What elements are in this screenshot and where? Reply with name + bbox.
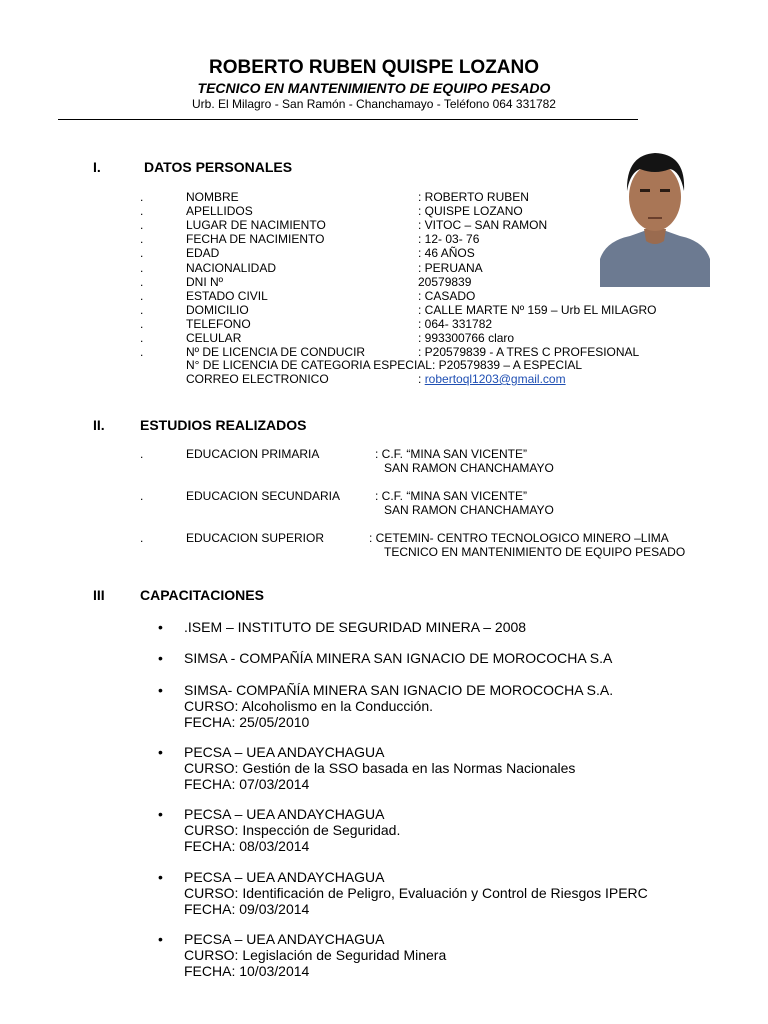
edu-location: TECNICO EN MANTENIMIENTO DE EQUIPO PESADO [384, 545, 686, 559]
section-2-number: II. [93, 417, 105, 433]
section-1-number: I. [93, 159, 101, 175]
field-value: : 12- 03- 76 [418, 232, 480, 247]
edu-level: EDUCACION SECUNDARIA [186, 489, 341, 503]
email-colon: : [418, 372, 422, 386]
section-3-title: CAPACITACIONES [140, 587, 264, 603]
row-bullet: . [140, 190, 144, 204]
list-bullet: • [158, 619, 163, 635]
profile-photo [600, 141, 710, 287]
edu-institution: : C.F. “MINA SAN VICENTE” [375, 489, 528, 503]
list-bullet: • [158, 682, 163, 698]
person-portrait-icon [600, 141, 710, 287]
list-bullet: • [158, 931, 163, 947]
edu-bullet: . [140, 489, 144, 503]
training-line: FECHA: 07/03/2014 [184, 776, 310, 793]
email-value-wrap [418, 372, 566, 386]
row-bullet: . [140, 331, 144, 345]
training-line: PECSA – UEA ANDAYCHAGUA [184, 806, 385, 822]
edu-location: SAN RAMON CHANCHAMAYO [384, 503, 554, 517]
section-2-title: ESTUDIOS REALIZADOS [140, 417, 307, 433]
list-bullet: • [158, 650, 163, 666]
field-value: : 064- 331782 [418, 316, 493, 331]
edu-level: EDUCACION SUPERIOR [186, 531, 325, 545]
edu-institution: : C.F. “MINA SAN VICENTE” [375, 447, 528, 461]
candidate-address: Urb. El Milagro - San Ramón - Chanchamayo - Teléfono 064 331782 [192, 97, 556, 111]
field-label: ESTADO CIVIL [186, 288, 268, 303]
training-line: SIMSA- COMPAÑÍA MINERA SAN IGNACIO DE MOROCOCHA S.A. [184, 682, 614, 698]
field-value: : 46 AÑOS [418, 246, 475, 261]
row-bullet: . [140, 345, 144, 360]
field-value: : 993300766 claro [418, 331, 515, 345]
row-bullet: . [140, 218, 144, 233]
section-1-title: DATOS PERSONALES [144, 159, 293, 175]
field-label: LUGAR DE NACIMIENTO [186, 218, 326, 233]
training-line: .ISEM – INSTITUTO DE SEGURIDAD MINERA – 2008 [184, 619, 527, 635]
edu-location: SAN RAMON CHANCHAMAYO [384, 461, 554, 475]
training-line: FECHA: 08/03/2014 [184, 838, 310, 855]
field-label: FECHA DE NACIMIENTO [186, 232, 325, 247]
edu-institution: : CETEMIN- CENTRO TECNOLOGICO MINERO –LIMA [369, 531, 669, 545]
training-line: PECSA – UEA ANDAYCHAGUA [184, 744, 385, 760]
list-bullet: • [158, 744, 163, 760]
training-line: FECHA: 09/03/2014 [184, 901, 310, 918]
field-label: CELULAR [186, 331, 242, 345]
row-bullet: . [140, 302, 144, 317]
field-label: TELEFONO [186, 316, 251, 331]
row-bullet: . [140, 288, 144, 303]
training-line: CURSO: Inspección de Seguridad. [184, 822, 401, 839]
list-bullet: • [158, 869, 163, 885]
field-label: EDAD [186, 246, 220, 261]
row-bullet: . [140, 316, 144, 331]
edu-bullet: . [140, 531, 144, 545]
special-license-text: N° DE LICENCIA DE CATEGORIA ESPECIAL: P20579839 – A ESPECIAL [186, 358, 583, 372]
candidate-name: ROBERTO RUBEN QUISPE LOZANO [208, 57, 540, 78]
candidate-profession: TECNICO EN MANTENIMIENTO DE EQUIPO PESADO [197, 80, 551, 96]
section-3-number: III [93, 587, 105, 603]
row-bullet: . [140, 204, 144, 219]
field-value: : VITOC – SAN RAMON [418, 218, 548, 233]
training-line: CURSO: Gestión de la SSO basada en las Normas Nacionales [184, 760, 576, 777]
field-value: : CASADO [418, 288, 476, 303]
header-divider [58, 119, 638, 120]
training-line: CURSO: Identificación de Peligro, Evaluación y Control de Riesgos IPERC [184, 885, 648, 902]
field-label: APELLIDOS [186, 204, 253, 219]
training-line: FECHA: 10/03/2014 [184, 963, 310, 980]
row-bullet: . [140, 246, 144, 261]
field-value: : QUISPE LOZANO [418, 204, 523, 219]
field-label: NACIONALIDAD [186, 260, 277, 275]
email-label: CORREO ELECTRONICO [186, 372, 329, 386]
field-value: : P20579839 - A TRES C PROFESIONAL [418, 345, 640, 360]
field-value: : ROBERTO RUBEN [418, 190, 529, 204]
edu-bullet: . [140, 447, 144, 461]
field-label: Nº DE LICENCIA DE CONDUCIR [186, 345, 366, 360]
training-line: PECSA – UEA ANDAYCHAGUA [184, 869, 385, 885]
field-label: DOMICILIO [186, 302, 249, 317]
list-bullet: • [158, 806, 163, 822]
field-value: : CALLE MARTE Nº 159 – Urb EL MILAGRO [418, 302, 657, 317]
email-link[interactable]: robertoql1203@gmail.com [424, 372, 566, 386]
row-bullet: . [140, 232, 144, 247]
training-line: PECSA – UEA ANDAYCHAGUA [184, 931, 385, 947]
field-value: 20579839 [418, 274, 472, 289]
training-line: FECHA: 25/05/2010 [184, 714, 310, 731]
field-label: NOMBRE [186, 190, 239, 204]
edu-level: EDUCACION PRIMARIA [186, 447, 320, 461]
field-value: : PERUANA [418, 260, 483, 275]
training-line: CURSO: Alcoholismo en la Conducción. [184, 698, 434, 715]
field-label: DNI Nº [186, 274, 224, 289]
training-line: SIMSA - COMPAÑÍA MINERA SAN IGNACIO DE MOROCOCHA S.A [184, 650, 613, 666]
row-bullet: . [140, 260, 144, 275]
training-line: CURSO: Legislación de Seguridad Minera [184, 947, 447, 964]
row-bullet: . [140, 274, 144, 289]
